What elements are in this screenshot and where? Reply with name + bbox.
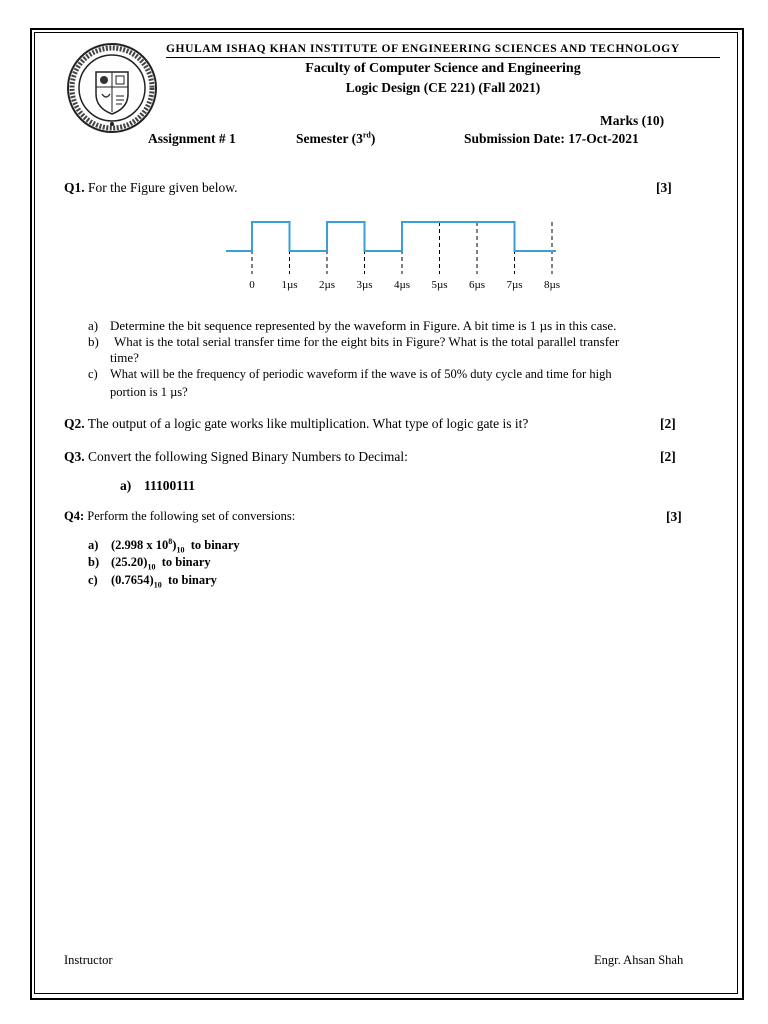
course-title: Logic Design (CE 221) (Fall 2021) (345, 80, 541, 95)
q4-item-a-text: (2.998 x $10^8)_{10}$ to binary (111, 536, 240, 555)
q4-prompt: Q4: Perform the following set of conversions: (64, 509, 296, 523)
waveform-signal (226, 222, 556, 251)
q3-marks: [2] (660, 449, 676, 464)
q2-marks: [2] (660, 416, 676, 431)
institute-seal-logo (66, 42, 158, 134)
footer-instructor-name: Engr. Ahsan Shah (594, 953, 684, 967)
waveform-tick-label: 0 (249, 279, 255, 291)
waveform-tick-label: 6µs (468, 279, 486, 291)
q3-item-a-label: a) (120, 478, 132, 493)
waveform-tick-labels (249, 279, 560, 291)
q1-marks: [3] (656, 180, 672, 195)
q1-item-c-label: c) (88, 367, 98, 381)
q1-item-a-text: Determine the bit sequence represented by the waveform in Figure. A bit time is 1 µs in this case. (110, 318, 617, 333)
q4-marks: [3] (666, 509, 682, 524)
waveform-tick-label: 3µs (356, 279, 373, 291)
waveform-figure (224, 212, 568, 294)
q4-item-a-label: a) (88, 538, 99, 552)
q4-item-c-label: c) (88, 573, 98, 587)
waveform-tick-label: 8µs (543, 279, 561, 291)
q1-prompt: Q1. For the Figure given below. (64, 180, 238, 195)
q1-item-c-text: What will be the frequency of periodic waveform if the wave is of 50% duty cycle and time for high (110, 367, 612, 381)
assignment-number: Assignment # 1 (148, 131, 236, 146)
institute-underline (166, 57, 720, 58)
semester-label: Semester (3rd) (296, 130, 376, 146)
q2-prompt: Q2. The output of a logic gate works like multiplication. What type of logic gate is it? (64, 416, 529, 431)
waveform-tick-label: 4µs (393, 279, 411, 291)
marks-total: Marks (10) (600, 113, 665, 128)
submission-date: Submission Date: 17-Oct-2021 (464, 131, 639, 146)
waveform-tick-label: 1µs (281, 279, 298, 291)
faculty-title: Faculty of Computer Science and Engineering (305, 61, 581, 76)
q1-item-b-continuation: time? (110, 350, 139, 365)
institute-name: GHULAM ISHAQ KHAN INSTITUTE OF ENGINEERING SCIENCES AND TECHNOLOGY (166, 43, 680, 55)
q4-item-b-text: $(25.20)_{10}$ to binary (111, 555, 211, 572)
q4-item-c-text: $(0.7654)_{10}$ to binary (111, 573, 217, 590)
q1-item-b-label: b) (88, 334, 99, 349)
q4-item-b-label: b) (88, 555, 100, 569)
q3-prompt: Q3. Convert the following Signed Binary Numbers to Decimal: (64, 449, 408, 464)
q3-item-a-value: 11100111 (144, 478, 196, 493)
waveform-tick-label: 5µs (431, 279, 448, 291)
waveform-tick-label: 2µs (318, 279, 336, 291)
q1-item-b-text: What is the total serial transfer time for the eight bits in Figure? What is the total parallel transfer (114, 334, 620, 349)
q1-item-a-label: a) (88, 318, 99, 333)
q1-item-c-continuation: portion is 1 µs? (110, 385, 188, 399)
waveform-tick-label: 7µs (506, 279, 523, 291)
footer-instructor-label: Instructor (64, 953, 113, 967)
